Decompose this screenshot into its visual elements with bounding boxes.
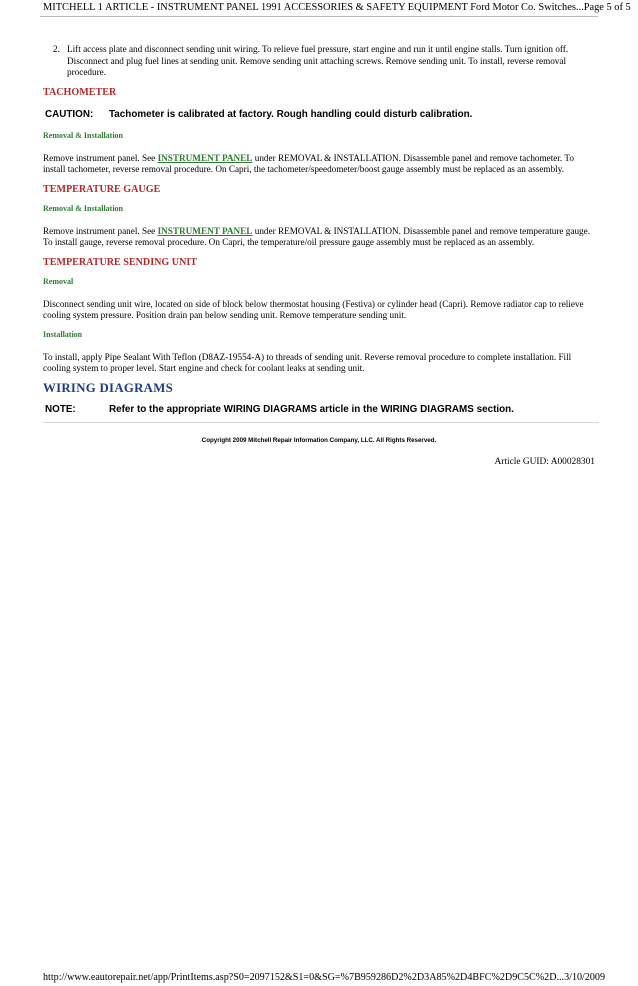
temperature-gauge-heading: TEMPERATURE GAUGE	[43, 183, 161, 195]
article-guid: Article GUID: A00028301	[494, 456, 595, 467]
page-header	[43, 2, 631, 14]
article-body	[43, 44, 595, 468]
footer-url: http://www.eautorepair.net/app/PrintItems.asp?S0=2097152&S1=0&SG=%7B959286D2%2D3A85%2D4BFC%2D9C5C%2D...	[43, 972, 565, 983]
instrument-panel-link[interactable]: INSTRUMENT PANEL	[157, 152, 253, 163]
copyright-notice: Copyright 2009 Mitchell Repair Information Company, LLC. All Rights Reserved.	[201, 436, 437, 444]
installation-subheading: Installation	[43, 329, 83, 339]
temperature-sending-unit-heading: TEMPERATURE SENDING UNIT	[43, 256, 198, 268]
caution-text: Tachometer is calibrated at factory. Rough handling could disturb calibration.	[109, 108, 473, 120]
installation-paragraph: To install, apply Pipe Sealant With Teflon (D8AZ-19554-A) to threads of sending unit. Reverse removal procedure to complete installation. Fill cooling system to proper level. Start engine and check for coolant leaks at sending unit.	[43, 351, 572, 373]
step-number: 2.	[53, 44, 60, 54]
tachometer-paragraph: Remove instrument panel. See INSTRUMENT PANEL under REMOVAL & INSTALLATION. Disassemble panel and remove tachometer. To install tachometer, reverse removal procedure. On Capri, the tachometer/speedometer/boost gauge assembly must be replaced as an assembly.	[43, 152, 574, 174]
caution-label: CAUTION:	[45, 108, 94, 120]
wiring-diagrams-heading: WIRING DIAGRAMS	[43, 380, 173, 395]
step-text: Lift access plate and disconnect sending unit wiring. To relieve fuel pressure, start engine and run it until engine stalls. Turn ignition off. Disconnect and plug fuel lines at sending unit. Remove sending unit attaching screws. Remove sending unit. To install, reverse removal procedure.	[67, 44, 569, 77]
caution-callout	[43, 109, 595, 121]
header-divider	[40, 16, 598, 17]
note-callout	[43, 404, 595, 416]
removal-subheading: Removal	[43, 276, 74, 286]
note-text: Refer to the appropriate WIRING DIAGRAMS article in the WIRING DIAGRAMS section.	[109, 403, 514, 415]
tachometer-heading: TACHOMETER	[43, 86, 117, 98]
step-2	[53, 44, 595, 79]
footer-date: 3/10/2009	[564, 972, 606, 983]
header-title: MITCHELL 1 ARTICLE - INSTRUMENT PANEL 1991 ACCESSORIES & SAFETY EQUIPMENT Ford Motor Co. Switches...	[43, 2, 584, 13]
instrument-panel-link[interactable]: INSTRUMENT PANEL	[157, 225, 253, 236]
header-page-number: Page 5 of 5	[583, 2, 631, 13]
note-label: NOTE:	[45, 403, 76, 415]
page-footer	[43, 972, 606, 984]
temperature-gauge-paragraph: Remove instrument panel. See INSTRUMENT PANEL under REMOVAL & INSTALLATION. Disassemble panel and remove temperature gauge. To install gauge, reverse removal procedure. On Capri, the temperature/oil pressure gauge assembly must be replaced as an assembly.	[43, 225, 591, 247]
temperature-gauge-subheading: Removal & Installation	[43, 203, 123, 213]
tachometer-subheading: Removal & Installation	[43, 130, 123, 140]
removal-paragraph: Disconnect sending unit wire, located on side of block below thermostat housing (Festiva) or cylinder head (Capri). Remove radiator cap to relieve cooling system pressure. Position drain pan below sending unit. Remove temperature sending unit.	[43, 298, 584, 320]
